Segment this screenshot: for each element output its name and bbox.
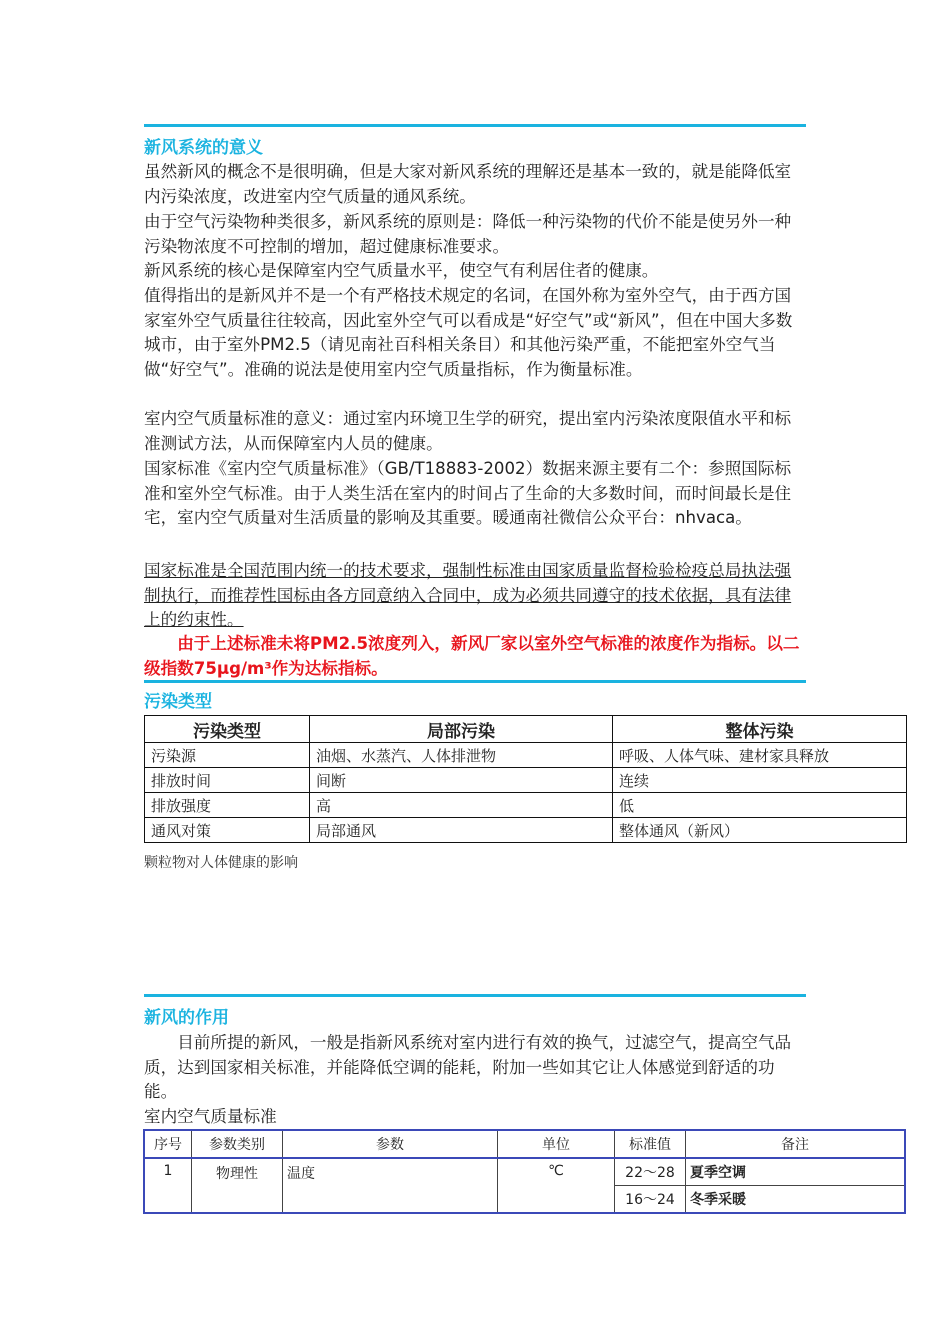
table-header-cell: 单位 [498, 1130, 615, 1158]
table-cell: 通风对策 [145, 818, 310, 843]
figure-caption: 颗粒物对人体健康的影响 [144, 855, 298, 871]
table-cell: 16～24 [615, 1186, 686, 1214]
section-title-function: 新风的作用 [144, 1008, 229, 1028]
table-cell: 冬季采暖 [686, 1186, 906, 1214]
table-row [145, 793, 907, 818]
air-quality-standard-table [143, 1129, 906, 1214]
section-rule [144, 994, 806, 997]
pollution-type-table [144, 715, 907, 843]
table-cell: 高 [310, 793, 613, 818]
table-cell: 局部通风 [310, 818, 613, 843]
table-header-row [144, 1130, 905, 1158]
section-title-pollution-types: 污染类型 [144, 692, 212, 712]
paragraph: 值得指出的是新风并不是一个有严格技术规定的名词，在国外称为室外空气，由于西方国家室外空气质量往往较高，因此室外空气可以看成是“好空气”或“新风”，但在中国大多数城市，由于室外PM2.5（请见南社百科相关条目）和其他污染严重，不能把室外空气当做“好空气”。准确的说法是使用室内空气质量指标，作为衡量标准。 [144, 286, 793, 379]
table-row [145, 768, 907, 793]
table-cell: 排放时间 [145, 768, 310, 793]
table-cell: 22～28 [615, 1158, 686, 1186]
table-header-row [145, 716, 907, 743]
table-cell: 低 [613, 793, 907, 818]
paragraph: 国家标准《室内空气质量标准》（GB/T18883-2002）数据来源主要有二个：参照国际标准和室外空气标准。由于人类生活在室内的时间占了生命的大多数时间，而时间最长是住宅，室内空气质量对生活质量的影响及其重要。暖通南社微信公众平台：nhvaca。 [144, 459, 792, 528]
table-header-cell: 整体污染 [613, 716, 907, 743]
table-cell: 整体通风（新风） [613, 818, 907, 843]
table-title: 室内空气质量标准 [144, 1107, 277, 1126]
section-rule [144, 680, 806, 683]
paragraph: 由于空气污染物种类很多，新风系统的原则是：降低一种污染物的代价不能是使另外一种污染物浓度不可控制的增加，超过健康标准要求。 [144, 212, 792, 256]
table-header-cell: 标准值 [615, 1130, 686, 1158]
table-header-cell: 备注 [686, 1130, 906, 1158]
table-cell: 1 [144, 1158, 192, 1213]
table-cell: 连续 [613, 768, 907, 793]
underlined-paragraph: 国家标准是全国范围内统一的技术要求，强制性标准由国家质量监督检验检疫总局执法强制执行，而推荐性国标由各方同意纳入合同中，成为必须共同遵守的技术依据，具有法律上的约束性。 [144, 561, 792, 630]
table-header-cell: 局部污染 [310, 716, 613, 743]
table-header-cell: 参数类别 [192, 1130, 283, 1158]
table-cell: ℃ [498, 1158, 615, 1213]
table-cell: 夏季空调 [686, 1158, 906, 1186]
paragraph: 虽然新风的概念不是很明确，但是大家对新风系统的理解还是基本一致的，就是能降低室内污染浓度，改进室内空气质量的通风系统。 [144, 162, 792, 206]
table-cell: 排放强度 [145, 793, 310, 818]
section-rule [144, 124, 806, 127]
table-cell: 呼吸、人体气味、建材家具释放 [613, 743, 907, 768]
table-header-cell: 参数 [283, 1130, 498, 1158]
table-cell: 间断 [310, 768, 613, 793]
highlight-paragraph: 由于上述标准未将PM2.5浓度列入，新风厂家以室外空气标准的浓度作为指标。以二级指数75μg/m³作为达标指标。 [144, 634, 800, 678]
table-row [144, 1158, 905, 1186]
table-row [145, 818, 907, 843]
paragraph: 目前所提的新风，一般是指新风系统对室内进行有效的换气，过滤空气，提高空气品质，达到国家相关标准，并能降低空调的能耗，附加一些如其它让人体感觉到舒适的功能。 [144, 1033, 792, 1102]
table-cell: 物理性 [192, 1158, 283, 1213]
table-cell: 温度 [283, 1158, 498, 1213]
table-header-cell: 序号 [144, 1130, 192, 1158]
table-row [145, 743, 907, 768]
table-header-cell: 污染类型 [145, 716, 310, 743]
table-cell: 污染源 [145, 743, 310, 768]
paragraph: 室内空气质量标准的意义：通过室内环境卫生学的研究，提出室内污染浓度限值水平和标准测试方法，从而保障室内人员的健康。 [144, 409, 792, 453]
paragraph: 新风系统的核心是保障室内空气质量水平，使空气有利居住者的健康。 [144, 261, 659, 280]
table-cell: 油烟、水蒸汽、人体排泄物 [310, 743, 613, 768]
section-title-meaning: 新风系统的意义 [144, 138, 263, 158]
